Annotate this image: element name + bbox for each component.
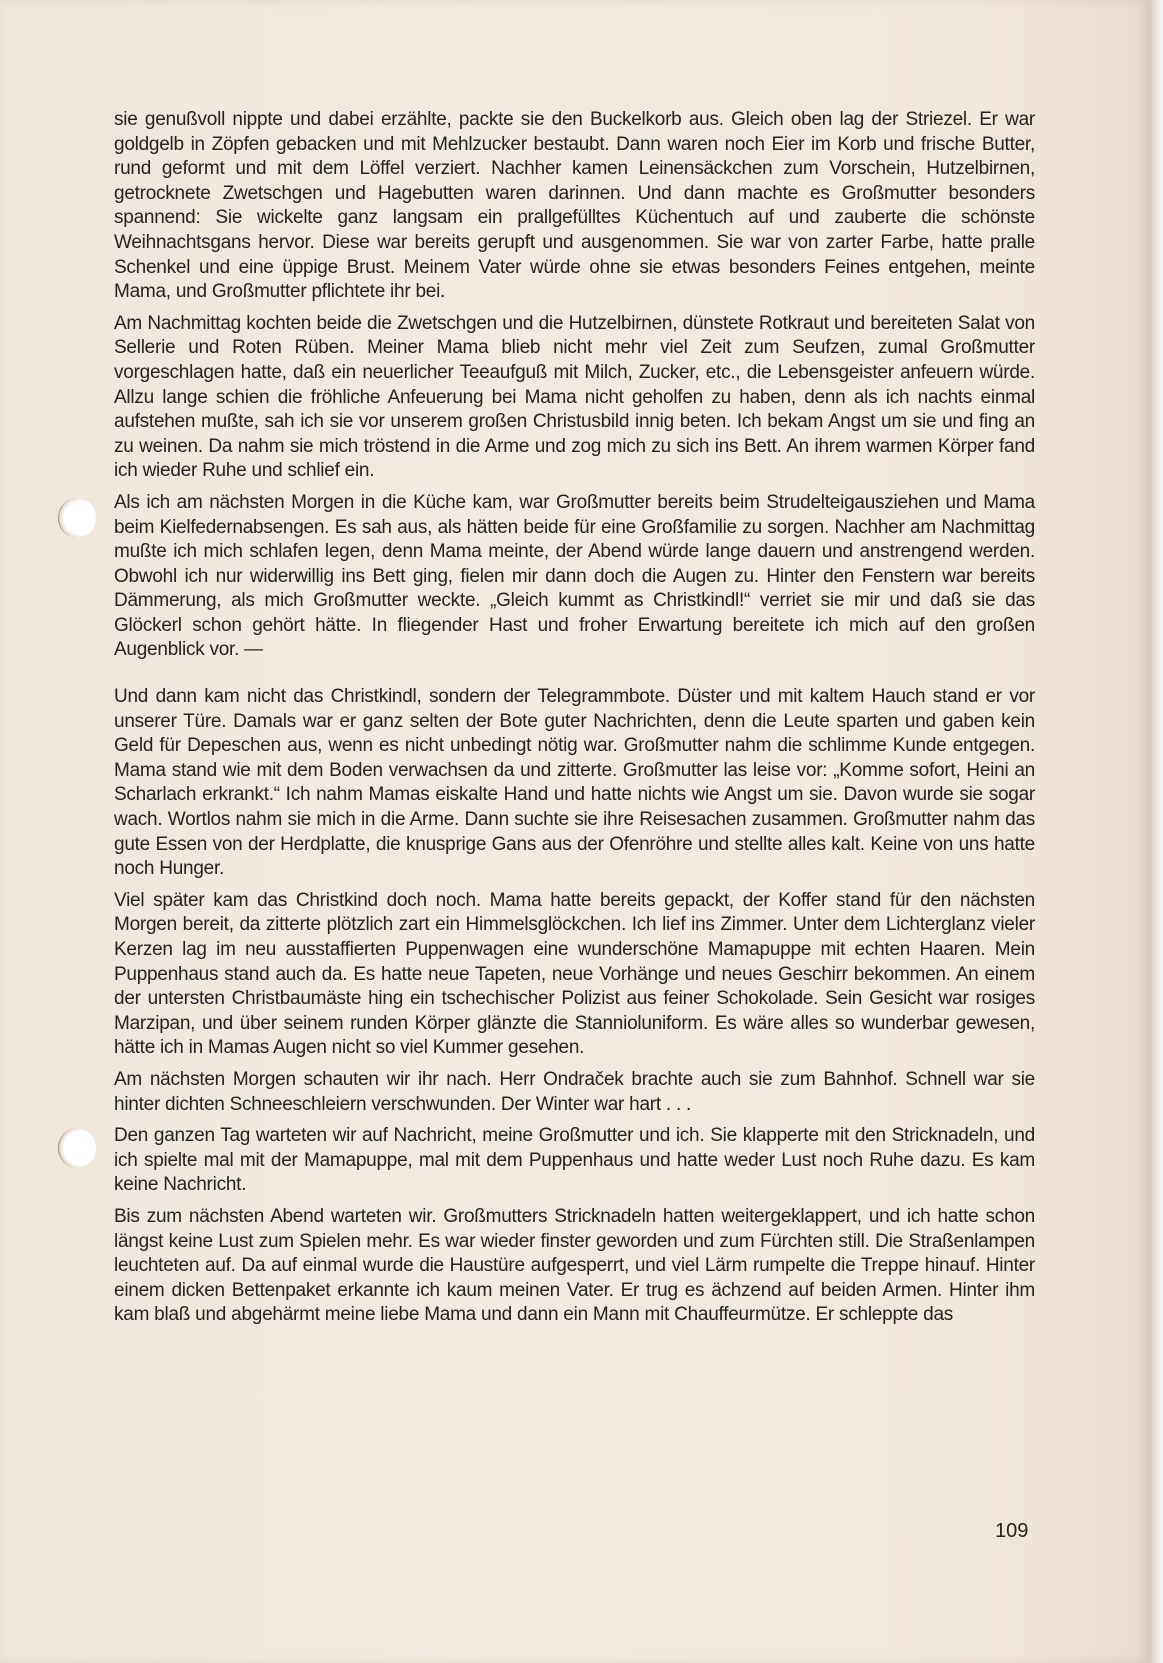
paragraph: Den ganzen Tag warteten wir auf Nachricht, meine Großmutter und ich. Sie klapperte mit den Stricknadeln, und ich spielte mal mit der Mamapuppe, mal mit dem Puppenhaus und hatte weder Lust noch Ruhe dazu. Es kam keine Nachricht. xyxy=(114,1125,1035,1196)
paragraph: Am Nachmittag kochten beide die Zwetschgen und die Hutzelbirnen, dünstete Rotkraut und bereiteten Salat von Sellerie und Roten Rüben. Meiner Mama blieb nicht mehr viel Zeit zum Seufzen, zumal Großmutter vorgeschlagen hatte, daß ein neuerlicher Teeaufguß mit Milch, Zucker, etc., die Lebensgeister anfeuern würde. Allzu lange schien die fröhliche Anfeuerung bei Mama nicht geholfen zu haben, denn als ich nachts einmal aufstehen mußte, sah ich sie vor unserem großen Christusbild innig beten. Ich bekam Angst um sie und fing an zu weinen. Da nahm sie mich tröstend in die Arme und zog mich zu sich ins Bett. An ihrem warmen Körper fand ich wieder Ruhe und schlief ein. xyxy=(114,312,1035,482)
paragraph: Viel später kam das Christkind doch noch. Mama hatte bereits gepackt, der Koffer stand für den nächsten Morgen bereit, da zitterte plötzlich zart ein Himmelsglöckchen. Ich lief ins Zimmer. Unter dem Lichterglanz vieler Kerzen lag im neu ausstaffierten Puppenwagen eine wunderschöne Mamapuppe mit echten Haaren. Mein Puppenhaus stand auch da. Es hatte neue Tapeten, neue Vorhänge und neues Geschirr bekommen. An einem der untersten Christbaumäste hing ein tschechischer Polizist aus feiner Schokolade. Sein Gesicht war rosiges Marzipan, und über seinem runden Körper glänzte die Stannioluniform. Es wäre alles so wunderbar gewesen, hätte ich in Mamas Augen nicht so viel Kummer gesehen. xyxy=(114,889,1035,1059)
paragraph: Bis zum nächsten Abend warteten wir. Großmutters Stricknadeln hatten weitergeklappert, und ich hatte schon längst keine Lust zum Spielen mehr. Es war wieder finster geworden und zum Fürchten still. Die Straßenlampen leuchteten auf. Da auf einmal wurde die Haustüre aufgesperrt, und viel Lärm rumpelte die Treppe hinauf. Hinter einem dicken Bettenpaket erkannte ich kaum meinen Vater. Er trug es ächzend auf beiden Armen. Hinter ihm kam blaß und abgehärmt meine liebe Mama und dann ein Mann mit Chauffeurmütze. Er schleppte das xyxy=(114,1205,1035,1326)
punch-hole-upper xyxy=(58,498,96,538)
paragraph: Und dann kam nicht das Christkindl, sondern der Telegrammbote. Düster und mit kaltem Hauch stand er vor unserer Türe. Damals war er ganz selten der Bote guter Nachrichten, denn die Leute sparten und gaben kein Geld für Depeschen aus, wenn es nicht unbedingt nötig war. Großmutter nahm die schlimme Kunde entgegen. Mama stand wie mit dem Boden verwachsen da und zitterte. Großmutter las leise vor: „Komme sofort, Heini an Scharlach erkrankt.“ Ich nahm Mamas eiskalte Hand und hatte nichts wie Angst um sie. Davon wurde sie sogar wach. Wortlos nahm sie mich in die Arme. Dann suchte sie ihre Reisesachen zusammen. Großmutter nahm das gute Essen von der Herdplatte, die knusprige Gans aus der Ofenröhre und stellte alles kalt. Keine von uns hatte noch Hunger. xyxy=(114,686,1035,880)
page-edge xyxy=(1150,0,1163,1663)
paragraph: Als ich am nächsten Morgen in die Küche kam, war Großmutter bereits beim Strudelteigausziehen und Mama beim Kielfedernabsengen. Es sah aus, als hätten beide für eine Großfamilie zu sorgen. Nachher am Nachmittag mußte ich mich schlafen legen, denn Mama meinte, der Abend würde lange dauern und anstrengend werden. Obwohl ich nur widerwillig ins Bett ging, fielen mir dann doch die Augen zu. Hinter den Fenstern war bereits Dämmerung, als mich Großmutter weckte. „Gleich kummt as Christkindl!“ verriet sie mir und daß sie das Glöckerl schon gehört hätte. In fliegender Hast und froher Erwartung bereitete ich mich auf den großen Augenblick vor. — xyxy=(114,491,1035,661)
page-number: 109 xyxy=(995,1520,1029,1542)
paragraph: sie genußvoll nippte und dabei erzählte, packte sie den Buckelkorb aus. Gleich oben lag der Striezel. Er war goldgelb in Zöpfen gebacken und mit Mehlzucker bestaubt. Dann waren noch Eier im Korb und frische Butter, rund geformt und mit dem Löffel verziert. Nachher kamen Leinensäckchen zum Vorschein, Hutzelbirnen, getrocknete Zwetschgen und Hagebutten waren darinnen. Und dann machte es Großmutter besonders spannend: Sie wickelte ganz langsam ein prallgefülltes Küchentuch auf und zauberte die schönste Weihnachtsgans hervor. Diese war bereits gerupft und ausgenommen. Sie war von zarter Farbe, hatte pralle Schenkel und eine üppige Brust. Meinem Vater würde ohne sie etwas besonders Feines entgehen, meinte Mama, und Großmutter pflichtete ihr bei. xyxy=(114,109,1035,303)
punch-hole-lower xyxy=(58,1128,96,1168)
body-text xyxy=(114,108,1035,1335)
paragraph: Am nächsten Morgen schauten wir ihr nach. Herr Ondraček brachte auch sie zum Bahnhof. Schnell war sie hinter dichten Schneeschleiern verschwunden. Der Winter war hart . . . xyxy=(114,1068,1035,1115)
